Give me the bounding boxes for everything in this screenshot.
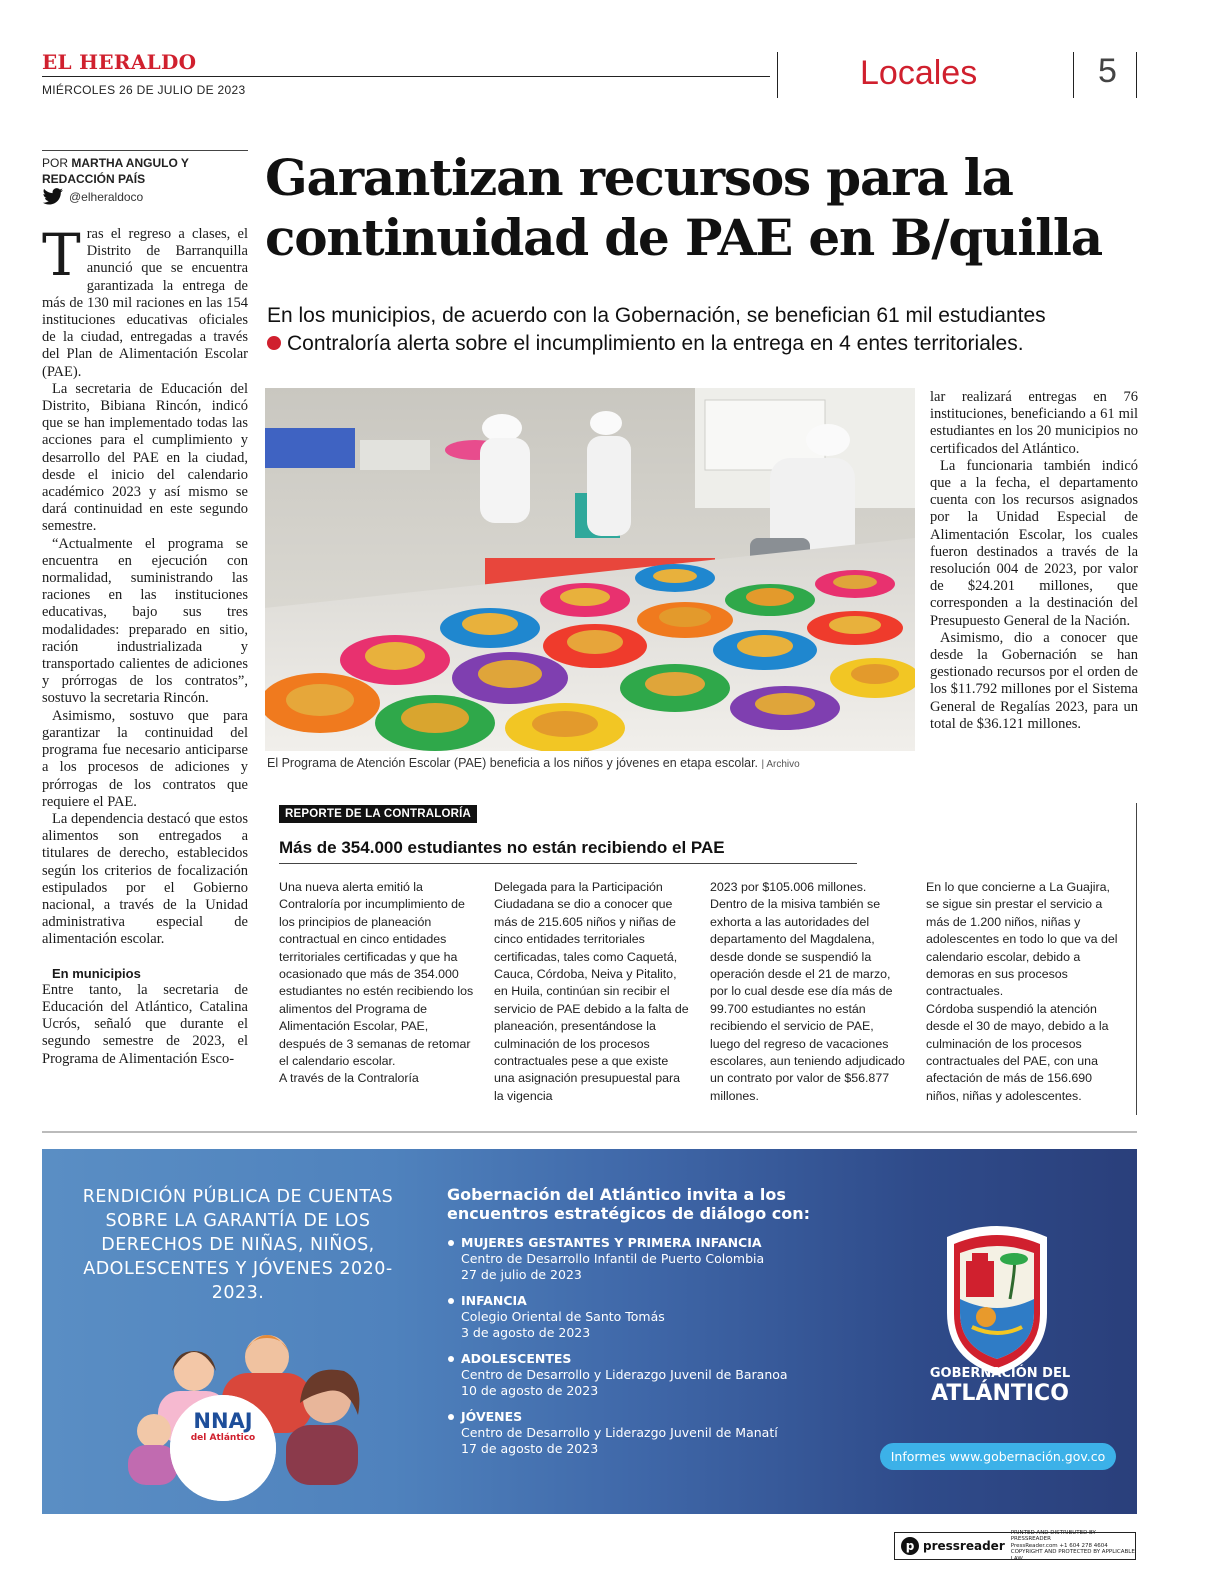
article-paragraph: lar realizará entregas en 76 instituciones, beneficiando a 61 mil estudiantes en los 20 municipios no certificados del Atlántico. (930, 389, 1138, 457)
kitchen-photo-illustration (265, 388, 915, 751)
masthead-divider (777, 52, 778, 98)
byline-por: POR (42, 156, 69, 170)
report-column-1 (279, 879, 474, 1088)
headline: Garantizan recursos para la continuidad de PAE en B/quilla (265, 148, 1102, 267)
pressreader-logo: p pressreader (895, 1537, 1011, 1555)
nnaj-logo (170, 1409, 276, 1443)
deck-line-1: En los municipios, de acuerdo con la Gobernación, se benefician 61 mil estudiantes (267, 304, 1046, 327)
info-link[interactable]: Informes www.gobernación.gov.co (880, 1443, 1116, 1470)
section-title: Locales (860, 54, 978, 92)
article-subhead: En municipios (52, 965, 141, 981)
pressreader-badge (894, 1529, 1136, 1562)
byline-rule (42, 150, 248, 151)
event-item: JÓVENES Centro de Desarrollo y Liderazgo Juvenil de Manatí 17 de agosto de 2023 (447, 1409, 887, 1457)
drop-cap: T (42, 221, 81, 289)
nnaj-sub: del Atlántico (190, 1433, 256, 1443)
article-paragraph: Tras el regreso a clases, el Distrito de Barranquilla anunció que se encuentra garantizada la entrega de más de 130 mil raciones en las 154 instituciones educativas oficiales de la ciudad, entregadas a través del Plan de Alimentación Escolar (PAE). (42, 221, 248, 380)
article-paragraph: La funcionaria también indicó que a la fecha, el departamento cuenta con los recursos asignados por la Unidad Especial de Alimentación Escolar, los cuales fueron destinados a través de la resolución 004 de 2023, por valor de $24.201 millones, que corresponden a la destinación del Presupuesto General de la Nación. (930, 457, 1138, 629)
report-paragraph: Córdoba suspendió la atención desde el 30 de mayo, debido a la culminación de los procesos contractuales del PAE, con una afectación de más de 156.690 niños, niñas y adolescentes. (926, 1001, 1109, 1103)
ad-left-title: RENDICIÓN PÚBLICA DE CUENTAS SOBRE LA GARANTÍA DE LOS DERECHOS DE NIÑAS, NIÑOS, ADOLESCENTES Y JÓVENES 2020-2023. (82, 1187, 394, 1303)
newspaper-logo: EL HERALDO (42, 50, 197, 74)
report-paragraph: Una nueva alerta emitió la Contraloría por incumplimiento de los principios de planeación contractual en cinco entidades territoriales certificadas y que ha ocasionado que más de 354.000 estudiantes no estén recibiendo los alimentos del Programa de Alimentación Escolar, PAE, después de 3 semanas de retomar el calendario escolar. (279, 880, 474, 1069)
pressreader-notice: PRINTED AND DISTRIBUTED BY PRESSREADER PressReader.com +1 604 278 4604 COPYRIGHT AND PROTECTED BY APPLICABLE LAW (1010, 1529, 1135, 1562)
twitter-handle: @elheraldoco (69, 190, 144, 204)
article-column-3 (930, 389, 1138, 733)
ad-invite-title: Gobernación del Atlántico invita a los encuentros estratégicos de diálogo con: (447, 1185, 811, 1223)
issue-date: MIÉRCOLES 26 DE JULIO DE 2023 (42, 83, 246, 97)
gobernacion-logo-text: GOBERNACIÓN DEL ATLÁNTICO (929, 1366, 1071, 1406)
event-item: MUJERES GESTANTES Y PRIMERA INFANCIA Centro de Desarrollo Infantil de Puerto Colombia 27 de julio de 2023 (447, 1235, 887, 1283)
byline-authors-2: REDACCIÓN PAÍS (42, 172, 146, 186)
article-paragraph: Asimismo, dio a conocer que desde la Gobernación se han gestionado recursos por el orden de los $11.792 millones por el Sistema General de Regalías 2023, para un total de $36.121 millones. (930, 629, 1138, 732)
photo-caption (267, 756, 917, 770)
masthead-divider (1136, 52, 1137, 98)
twitter-bird-icon (42, 188, 64, 206)
atlantico-shield-icon (947, 1226, 1047, 1375)
report-paragraph: A través de la Contraloría (279, 1071, 419, 1086)
deck (267, 302, 1137, 358)
twitter-handle-row[interactable] (42, 188, 143, 206)
page-number: 5 (1098, 52, 1117, 90)
nnaj-text: NNAJ (193, 1409, 253, 1433)
event-list (447, 1235, 887, 1467)
report-divider (1136, 803, 1137, 1115)
event-item: INFANCIA Colegio Oriental de Santo Tomás 3 de agosto de 2023 (447, 1293, 887, 1341)
article-paragraph: Asimismo, sostuvo que para garantizar la continuidad del programa fue necesario anticiparse a los procesos de adiciones y prórrogas de los contratos que requiere el PAE. (42, 707, 248, 810)
article-paragraph: La secretaria de Educación del Distrito, Bibiana Rincón, indicó que se han implementado todas las acciones para el cumplimiento y desarrollo del PAE en la ciudad, desde el inicio del calendario académico 2023 y así mismo se dará continuidad en este segundo semestre. (42, 380, 248, 535)
article-paragraph: Entre tanto, la secretaria de Educación del Atlántico, Catalina Ucrós, señaló que durante el segundo semestre de 2023, el Programa de Alimentación Esco- (42, 981, 248, 1067)
report-title: Más de 354.000 estudiantes no están recibiendo el PAE (279, 838, 725, 857)
pressreader-p-icon: p (901, 1537, 919, 1555)
report-title-rule (279, 863, 857, 864)
report-column-2: Delegada para la Participación Ciudadana se dio a conocer que más de 215.605 niños y niñas de cinco entidades territoriales certificadas, tales como Caquetá, Cauca, Córdoba, Neiva y Pitalito, en Huila, continúan sin recibir el servicio de PAE debido a la falta de planeación, presentándose la culminación de los procesos contractuales pese a que existe una asignación presupuestal para la vigencia (494, 880, 689, 1103)
ad-separator (42, 1131, 1137, 1133)
byline-authors: MARTHA ANGULO Y (71, 156, 189, 170)
photo-credit: | Archivo (761, 759, 800, 770)
byline (42, 155, 248, 187)
article-column-1 (42, 221, 248, 1068)
report-tag: REPORTE DE LA CONTRALORÍA (279, 805, 477, 823)
article-paragraph: La dependencia destacó que estos alimentos son entregados a titulares de derecho, establecidos según los criterios de focalización estipulados por el Gobierno nacional, a través de la Unidad administrativa especial de alimentación escolar. (42, 810, 248, 948)
report-column-3: 2023 por $105.006 millones. Dentro de la misiva también se exhorta a las autoridades del departamento del Magdalena, desde donde se suspendió la operación desde el 21 de marzo, por lo cual desde ese día más de 99.700 estudiantes no están recibiendo el servicio de PAE, luego del regreso de vacaciones escolares, aun teniendo adjudicado un contrato por valor de $56.877 millones. (710, 880, 905, 1103)
article-photo (265, 388, 915, 751)
event-item: ADOLESCENTES Centro de Desarrollo y Liderazgo Juvenil de Baranoa 10 de agosto de 2023 (447, 1351, 887, 1399)
report-column-4 (926, 879, 1121, 1105)
masthead-rule (42, 76, 770, 77)
bullet-dot-icon (267, 336, 281, 350)
deck-line-2-row (267, 330, 1137, 358)
masthead-divider (1073, 52, 1074, 98)
caption-text: El Programa de Atención Escolar (PAE) beneficia a los niños y jóvenes en etapa escolar. (267, 756, 759, 770)
article-paragraph: “Actualmente el programa se encuentra en ejecución con normalidad, suministrando las raciones en las instituciones educativas, bajo sus tres modalidades: preparado en sitio, ración industrializada y transportado calientes de adiciones y prórrogas de los contratos”, sostuvo la secretaria Rincón. (42, 535, 248, 707)
deck-line-2: Contraloría alerta sobre el incumplimiento en la entrega en 4 entes territoriales. (287, 332, 1024, 355)
report-paragraph: En lo que concierne a La Guajira, se sigue sin prestar el servicio a más de 1.200 niños, niñas y adolescentes en todo lo que va del calendario escolar, debido a demoras en sus procesos contractuales. (926, 880, 1118, 999)
